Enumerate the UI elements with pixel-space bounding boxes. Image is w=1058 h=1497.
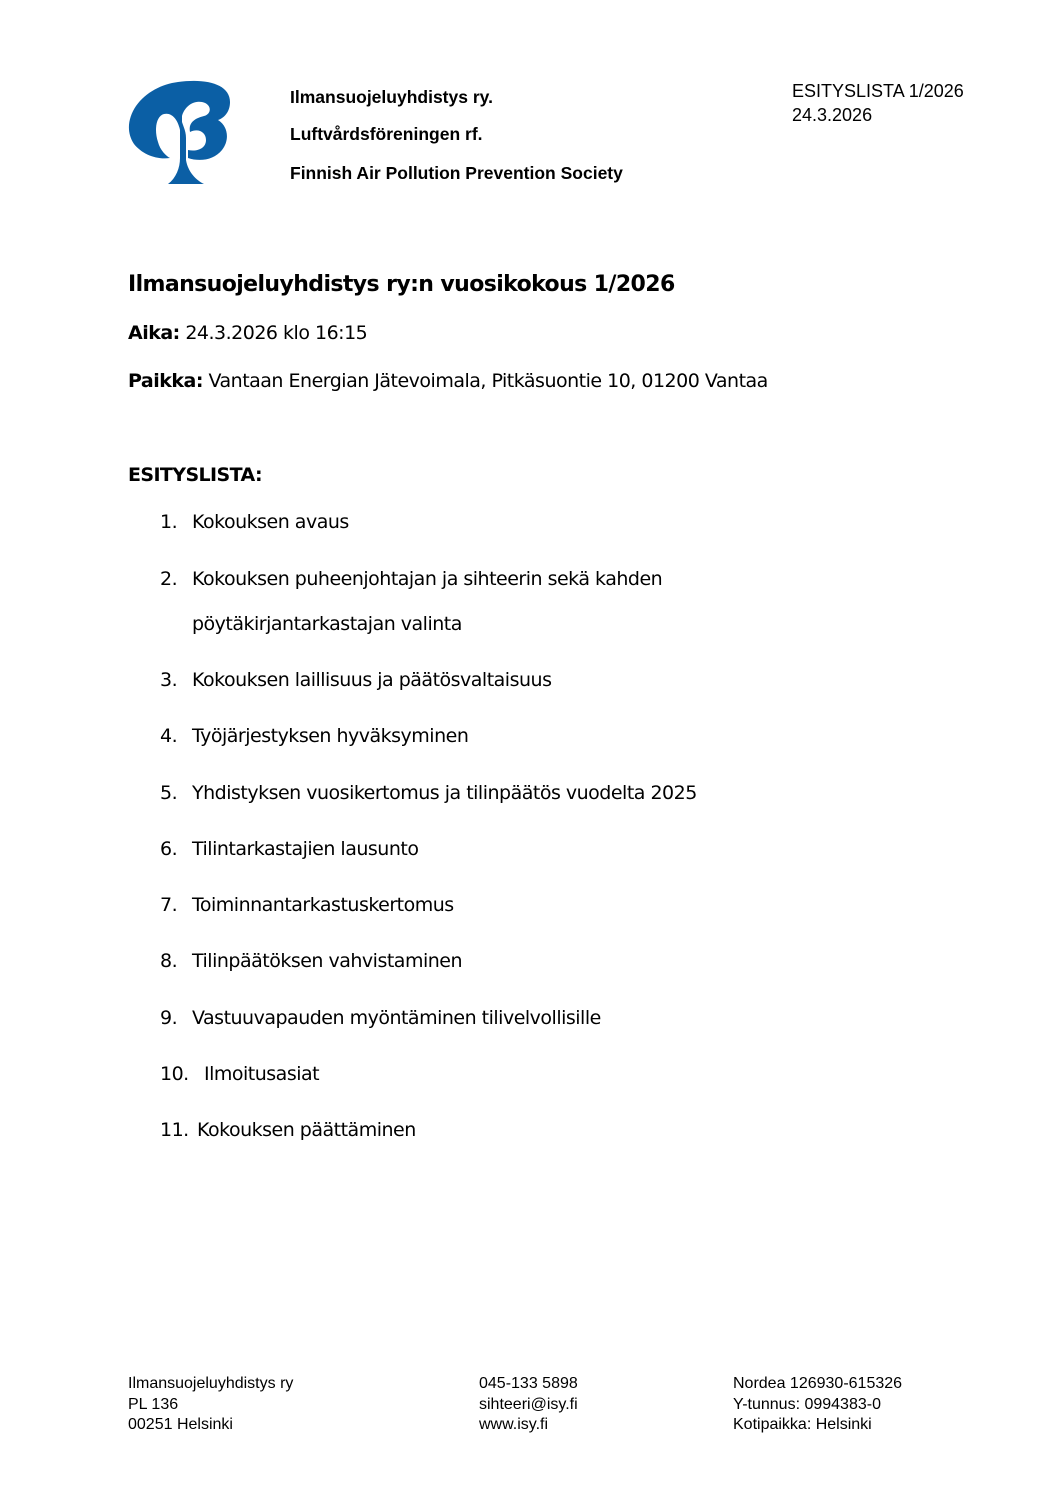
agenda-item-text: Kokouksen avaus [192,511,349,533]
time-label: Aika: [128,322,180,344]
footer-contact [479,1374,578,1436]
footer-address [128,1374,293,1436]
agenda-item-text: Tilinpäätöksen vahvistaminen [192,950,462,972]
agenda-item-text: Kokouksen puheenjohtajan ja sihteerin sekä kahden [192,568,663,590]
footer-org-name: Ilmansuojeluyhdistys ry [128,1375,294,1392]
agenda-item-text: Yhdistyksen vuosikertomus ja tilinpäätös vuodelta 2025 [192,782,697,804]
footer-domicile: Kotipaikka: Helsinki [733,1416,872,1433]
agenda-item-number: 10. [160,1063,189,1085]
organization-logo [126,78,236,188]
meeting-time [128,322,367,344]
footer-phone: 045-133 5898 [479,1375,578,1392]
agenda-item-number: 11. [160,1119,189,1141]
agenda-item-text: Kokouksen päättäminen [197,1119,416,1141]
agenda-item-number: 4. [160,725,178,747]
footer-website[interactable]: www.isy.fi [479,1416,549,1433]
footer-email[interactable]: sihteeri@isy.fi [479,1395,578,1413]
agenda-item-number: 1. [160,511,178,533]
agenda-item-number: 2. [160,568,178,590]
agenda-item-number: 5. [160,782,178,804]
footer-po-box: PL 136 [128,1395,179,1413]
agenda-item-number: 3. [160,669,178,691]
agenda-item-number: 6. [160,838,178,860]
footer-bank-account: Nordea 126930-615326 [733,1375,903,1392]
agenda-item-text: Tilintarkastajien lausunto [192,838,419,860]
footer-business-id: Y-tunnus: 0994383-0 [733,1395,881,1413]
footer-postal-city: 00251 Helsinki [128,1416,233,1433]
agenda-item-number: 9. [160,1007,178,1029]
org-name-sv: Luftvårdsföreningen rf. [290,124,483,144]
agenda-item-text: Toiminnantarkastuskertomus [192,894,454,916]
agenda-item-text: Työjärjestyksen hyväksyminen [192,725,469,747]
agenda-item-text: Vastuuvapauden myöntäminen tilivelvollisille [192,1007,601,1029]
isy-logo-icon [126,78,236,188]
document-id: ESITYSLISTA 1/2026 [792,81,964,101]
footer-registration [733,1374,902,1436]
time-value: 24.3.2026 klo 16:15 [179,322,368,344]
agenda-item-number: 8. [160,950,178,972]
agenda-item-text-continued: pöytäkirjantarkastajan valinta [192,613,462,635]
agenda-heading: ESITYSLISTA: [128,464,262,486]
document-date: 24.3.2026 [792,105,873,125]
agenda-item-text: Kokouksen laillisuus ja päätösvaltaisuus [192,669,552,691]
org-name-en: Finnish Air Pollution Prevention Society [290,163,623,183]
meeting-place [128,370,768,392]
org-name-fi: Ilmansuojeluyhdistys ry. [290,87,493,107]
place-label: Paikka: [128,370,203,392]
place-value: Vantaan Energian Jätevoimala, Pitkäsuontie 10, 01200 Vantaa [202,370,768,392]
agenda-item-text: Ilmoitusasiat [204,1063,320,1085]
meeting-title: Ilmansuojeluyhdistys ry:n vuosikokous 1/2026 [128,272,675,297]
agenda-item-number: 7. [160,894,178,916]
